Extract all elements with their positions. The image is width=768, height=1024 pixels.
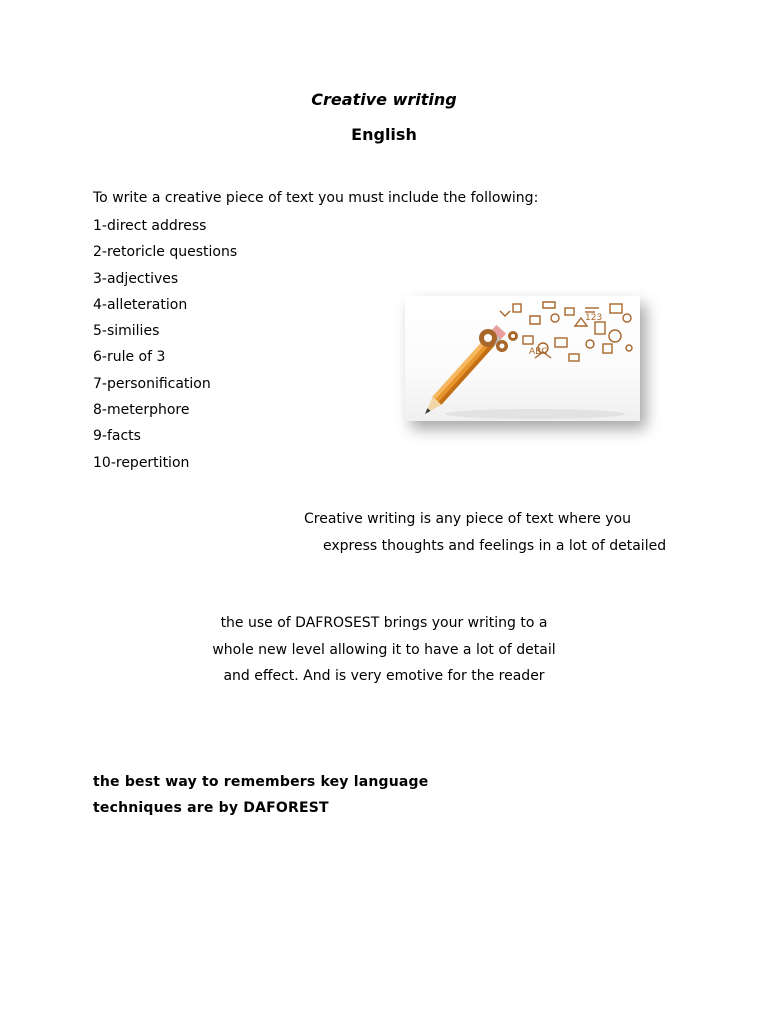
definition-line: Creative writing is any piece of text where you (304, 511, 631, 527)
list-item: 4-alleteration (93, 296, 188, 313)
list-item: 6-rule of 3 (93, 349, 166, 366)
list-item: 10-repertition (93, 454, 190, 471)
closing-statement (93, 769, 428, 821)
list-item: 5-similies (93, 323, 160, 340)
dafrosest-paragraph (180, 610, 588, 690)
list-item: 2-retoricle questions (93, 244, 238, 261)
intro-text: To write a creative piece of text you must include the following: (93, 190, 539, 206)
pencil-with-education-icons-icon (405, 296, 640, 421)
techniques-list (93, 216, 237, 479)
page-title: Creative writing (311, 90, 457, 109)
list-item: 3-adjectives (93, 270, 179, 287)
closing-line: the best way to remembers key language (93, 774, 429, 790)
list-item: 9-facts (93, 428, 141, 445)
closing-line: techniques are by DAFOREST (93, 800, 329, 816)
definition-line: express thoughts and feelings in a lot of detailed (323, 537, 667, 554)
list-item: 1-direct address (93, 218, 207, 234)
pencil-illustration (405, 296, 640, 421)
page-subtitle: English (351, 125, 417, 144)
definition-paragraph (304, 506, 684, 559)
dafrosest-line: whole new level allowing it to have a lot of detail (212, 641, 556, 658)
list-item: 7-personification (93, 375, 211, 392)
dafrosest-line: the use of DAFROSEST brings your writing to a (220, 615, 548, 631)
dafrosest-line: and effect. And is very emotive for the reader (223, 668, 545, 684)
svg-text:ABC: ABC (529, 347, 548, 357)
svg-text:123: 123 (585, 313, 603, 323)
list-item: 8-meterphore (93, 402, 190, 419)
